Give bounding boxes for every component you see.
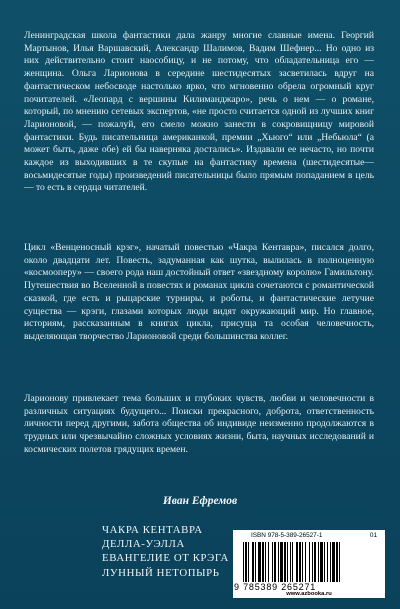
barcode-bar [268, 542, 269, 582]
barcode-bar [265, 542, 266, 582]
barcode-bar [309, 542, 310, 582]
barcode-bar [258, 542, 261, 582]
barcode-bar [272, 542, 273, 582]
barcode-bar [302, 542, 303, 582]
barcode-bar [262, 542, 264, 582]
barcode-bars-icon [243, 542, 379, 582]
publisher-site: www.azbooka.ru [286, 591, 332, 597]
barcode-bar [339, 542, 340, 582]
barcode-bar [336, 542, 338, 582]
barcode-bar [243, 542, 244, 582]
barcode-bar [287, 542, 288, 582]
blurb-paragraph-2: Цикл «Венценосный крэг», начатый повестью «Чакра Кентавра», писался долго, около двадцати лет. Повесть, задуманная как шутка, вылилась в полноценную «космооперу» — своего рода наш достойный ответ «звездному королю» Гамильтону. Путешествия во Вселенной в повестях и романах цикла сочетаются с романтической сказкой, где есть и рыцарские турниры, и роботы, и фантастические летучие существа — крэги, глазами которых люди видят окружающий мир. Но главное, историям, рассказанным в книгах цикла, присуща та особая человечность, выделяющая творчество Ларионовой среди большинства коллег. [24, 242, 374, 342]
isbn-text: ISBN 978-5-389-26527-1 [251, 532, 323, 539]
efremov-quote: Ларионову привлекает тема больших и глубоких чувств, любви и человечности в различных ситуациях будущего... Поиски прекрасного, доброта, ответственность личности перед другими, забота общества об индивиде неизменно продолжаются в трудных или чрезвычайно сложных условиях жизни, быта, научных исследований и космических полетов грядущих времен. [24, 393, 374, 455]
barcode-bar [318, 542, 319, 582]
barcode-bar [305, 542, 306, 582]
barcode-box [233, 530, 385, 598]
barcode-bar [320, 542, 323, 582]
barcode-bar [324, 542, 325, 582]
barcode-bar [296, 542, 298, 582]
barcode-bar [274, 542, 276, 582]
barcode-bar [327, 542, 328, 582]
barcode-bar [330, 542, 331, 582]
barcode-bar [292, 542, 293, 582]
isbn-row [237, 532, 381, 541]
barcode-bar [284, 542, 286, 582]
barcode-bar [252, 542, 254, 582]
barcode-bar [332, 542, 335, 582]
contents-title: ЧАКРА КЕНТАВРА [102, 524, 203, 536]
barcode-bar [278, 542, 279, 582]
barcode-bar [290, 542, 291, 582]
barcode-bar [299, 542, 301, 582]
quote-author: Иван Ефремов [162, 495, 238, 507]
barcode-bar [314, 542, 316, 582]
barcode-bar [312, 542, 313, 582]
addon-code: 01 [369, 532, 377, 539]
barcode-bar [255, 542, 256, 582]
barcode-bar [245, 542, 247, 582]
contents-title: ЕВАНГЕЛИЕ ОТ КРЭГА [102, 552, 229, 565]
blurb-paragraph-1: Ленинградская школа фантастики дала жанру многие славные имена. Георгий Мартынов, Илья Варшавский, Александр Шалимов, Вадим Шефнер... Но одно из них действительно стоит наособицу, и не потому, что обладательница его — женщина. Ольга Ларионова в середине шестидесятых засветилась вдруг на фантастическом небосводе настолько ярко, что мгновенно обрела огромный круг почитателей. «Леопард с вершины Килиманджаро», речь о нем — о романе, который, по мнению сетевых экспертов, «не просто считается одной из лучших книг Ларионовой, — пожалуй, его смело можно занести в сокровищницу мировой фантастики. Будь писательница американкой, премии „Хьюго“ или „Небьюла“ (а может быть, даже обе) ей бы наверняка достались». Издавали ее нечасто, но почти каждое из выходивших в те скупые на фантастику времена (шестидесятые—восьмидесятые годы) произведений писательницы было прямым попаданием в цель — то есть в сердца читателей. [24, 30, 374, 194]
contents-title: ЛУННЫЙ НЕТОПЫРЬ [102, 566, 220, 579]
contents-list [102, 523, 229, 580]
barcode-bar [280, 542, 283, 582]
contents-title: ДЕЛЛА-УЭЛЛА [102, 538, 185, 551]
barcode-bar [248, 542, 249, 582]
barcode-digits: 9 785389 265271 [234, 582, 317, 592]
